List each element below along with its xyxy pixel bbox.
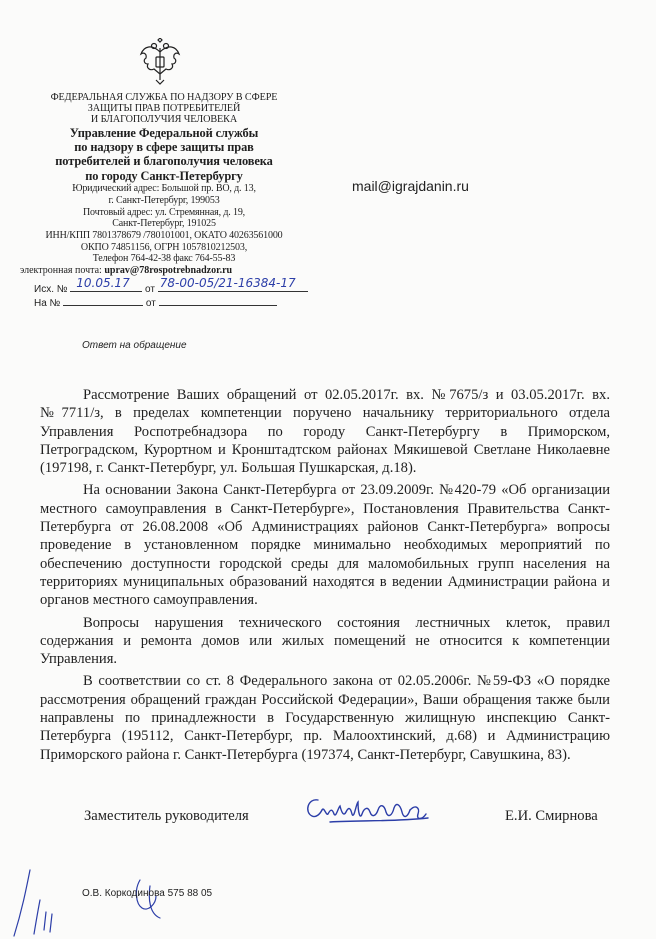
- agency-line: ФЕДЕРАЛЬНАЯ СЛУЖБА ПО НАДЗОРУ В СФЕРЕ: [50, 92, 278, 103]
- address-line: Санкт-Петербург, 191025: [112, 218, 216, 230]
- incoming-number-line: [34, 294, 277, 309]
- handwritten-marks: [0, 860, 200, 939]
- agency-line: ЗАЩИТЫ ПРАВ ПОТРЕБИТЕЛЕЙ: [87, 103, 241, 115]
- outgoing-number-line: [34, 276, 308, 295]
- email-label: электронная почта:: [20, 265, 102, 277]
- address-line: г. Санкт-Петербург, 199053: [108, 194, 220, 206]
- body-paragraph: На основании Закона Санкт-Петербурга от 23.09.2009г. №420-79 «Об организации местного самоуправления в Санкт-Петербурге», Постановления Правительства Санкт-Петербурга от 26.08.2008 «Об Администрациях районов Санкт-Петербурга» вопросы проведение в установленном порядке минимально необходимых мероприятий по обеспечению доступности городской среды для маломобильных групп населения на территориях муниципальных образований находятся в ведении Администрации района и органов местного самоуправления.: [40, 482, 610, 609]
- sender-header: [14, 92, 314, 277]
- incoming-from-label: от: [145, 298, 156, 309]
- address-line: Юридический адрес: Большой пр. ВО, д. 13,: [72, 183, 256, 195]
- address-line: Телефон 764-42-38 факс 764-55-83: [92, 253, 236, 265]
- agency-line: И БЛАГОПОЛУЧИЯ ЧЕЛОВЕКА: [90, 114, 238, 126]
- email-value[interactable]: uprav@78rospotrebnadzor.ru: [104, 265, 233, 277]
- body-paragraph: Рассмотрение Ваших обращений от 02.05.2017г. вх. №7675/з и 03.05.2017г. вх.№7711/з, в пределах компетенции поручено начальнику территориального отдела Управления Роспотребнадзора по городу Санкт-Петербургу в Приморском, Петроградском, Курортном и Кронштадтском районах Мякишевой Светлане Николаевне (197198, г. Санкт-Петербург, ул. Большая Пушкарская, д.18).: [40, 387, 610, 477]
- department-line: по городу Санкт-Петербургу: [85, 168, 243, 183]
- department-line: по надзору в сфере защиты прав: [74, 140, 254, 155]
- department-line: Управление Федеральной службы: [69, 125, 259, 140]
- subject-line: Ответ на обращение: [82, 340, 187, 351]
- handwritten-signature: [300, 790, 435, 830]
- address-line: ИНН/КПП 7801378679 /780101001, ОКАТО 40263561000: [45, 230, 283, 242]
- body-paragraph: Вопросы нарушения технического состояния лестничных клеток, правил содержания и ремонта домов или жилых помещений не относится к компетенции Управления.: [40, 614, 610, 668]
- address-line: Почтовый адрес: ул. Стремянная, д. 19,: [82, 206, 246, 218]
- outgoing-label: Исх. №: [34, 284, 68, 295]
- outgoing-number: 78-00-05/21-16384-17: [159, 276, 296, 290]
- signer-position: Заместитель руководителя: [84, 808, 249, 824]
- from-label: от: [145, 284, 155, 295]
- address-line: ОКПО 74851156, ОГРН 1057810212503,: [80, 241, 248, 253]
- incoming-label: На №: [34, 298, 61, 309]
- signer-name: Е.И. Смирнова: [505, 808, 598, 824]
- department-line: потребителей и благополучия человека: [55, 154, 273, 169]
- outgoing-date: 10.05.17: [76, 276, 130, 290]
- recipient-email[interactable]: mail@igrajdanin.ru: [352, 178, 469, 194]
- body-paragraph: В соответствии со ст. 8 Федерального закона от 02.05.2006г. №59-ФЗ «О порядке рассмотрения обращений граждан Российской Федерации», Ваши обращения также были направлены по принадлежности в Государственную жилищную инспекцию Санкт-Петербурга (195112, Санкт-Петербург, пр. Малоохтинский, д.68) и Администрацию Приморского района г. Санкт-Петербурга (197374, Санкт-Петербург, Савушкина, 83).: [40, 673, 610, 763]
- letter-body: [40, 386, 610, 768]
- double-headed-eagle-icon: [138, 38, 182, 86]
- executor-line: О.В. Коркодинова 575 88 05: [82, 888, 213, 899]
